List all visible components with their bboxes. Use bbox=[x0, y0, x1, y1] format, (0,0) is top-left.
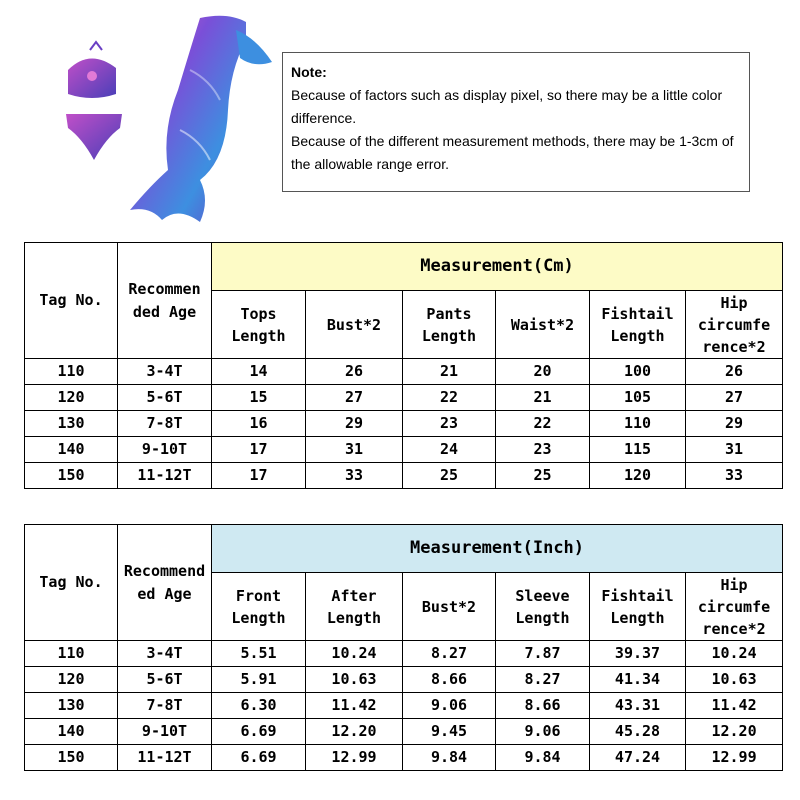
cell: 150 bbox=[25, 745, 118, 771]
col-header: Fishtail Length bbox=[590, 291, 686, 359]
cell: 130 bbox=[25, 411, 118, 437]
cell: 8.27 bbox=[496, 667, 590, 693]
cell: 45.28 bbox=[590, 719, 686, 745]
cell: 23 bbox=[403, 411, 496, 437]
cell: 10.63 bbox=[686, 667, 783, 693]
col-header: Tops Length bbox=[212, 291, 306, 359]
cell: 21 bbox=[403, 359, 496, 385]
cell: 29 bbox=[686, 411, 783, 437]
cell: 5-6T bbox=[118, 385, 212, 411]
cell: 5-6T bbox=[118, 667, 212, 693]
cell: 150 bbox=[25, 463, 118, 489]
bikini-top bbox=[68, 42, 116, 98]
col-header: Hip circumfe rence*2 bbox=[686, 573, 783, 641]
mermaid-tail bbox=[130, 16, 272, 222]
cell: 5.51 bbox=[212, 641, 306, 667]
cell: 27 bbox=[686, 385, 783, 411]
cell: 24 bbox=[403, 437, 496, 463]
cell: 3-4T bbox=[118, 641, 212, 667]
cell: 29 bbox=[306, 411, 403, 437]
cell: 31 bbox=[686, 437, 783, 463]
cell: 6.69 bbox=[212, 745, 306, 771]
recommended-age-header: Recommend ed Age bbox=[118, 525, 212, 641]
cell: 31 bbox=[306, 437, 403, 463]
cell: 110 bbox=[25, 359, 118, 385]
table-row bbox=[25, 719, 783, 745]
cell: 9-10T bbox=[118, 437, 212, 463]
cell: 21 bbox=[496, 385, 590, 411]
note-box bbox=[282, 52, 750, 192]
cell: 22 bbox=[496, 411, 590, 437]
cell: 10.24 bbox=[306, 641, 403, 667]
cell: 10.24 bbox=[686, 641, 783, 667]
bikini-bottom bbox=[66, 114, 122, 160]
col-header: Fishtail Length bbox=[590, 573, 686, 641]
cell: 9.84 bbox=[496, 745, 590, 771]
col-header: Front Length bbox=[212, 573, 306, 641]
cell: 15 bbox=[212, 385, 306, 411]
col-header: Sleeve Length bbox=[496, 573, 590, 641]
note-line-measurement: Because of the different measurement methods, there may be 1-3cm of the allowable range error. bbox=[291, 133, 734, 172]
cell: 120 bbox=[590, 463, 686, 489]
table-row bbox=[25, 667, 783, 693]
cell: 27 bbox=[306, 385, 403, 411]
cell: 33 bbox=[686, 463, 783, 489]
cell: 25 bbox=[496, 463, 590, 489]
cell: 7.87 bbox=[496, 641, 590, 667]
col-header: Bust*2 bbox=[403, 573, 496, 641]
cell: 9.06 bbox=[403, 693, 496, 719]
cell: 7-8T bbox=[118, 411, 212, 437]
cell: 10.63 bbox=[306, 667, 403, 693]
cell: 8.66 bbox=[403, 667, 496, 693]
cell: 110 bbox=[590, 411, 686, 437]
note-title: Note: bbox=[291, 64, 327, 80]
cell: 115 bbox=[590, 437, 686, 463]
cell: 16 bbox=[212, 411, 306, 437]
cell: 47.24 bbox=[590, 745, 686, 771]
col-header: Hip circumfe rence*2 bbox=[686, 291, 783, 359]
cell: 20 bbox=[496, 359, 590, 385]
tag-no-header: Tag No. bbox=[25, 243, 118, 359]
table-row bbox=[25, 437, 783, 463]
cell: 11.42 bbox=[306, 693, 403, 719]
cell: 120 bbox=[25, 667, 118, 693]
cell: 6.69 bbox=[212, 719, 306, 745]
cell: 9.45 bbox=[403, 719, 496, 745]
note-line-color: Because of factors such as display pixel, so there may be a little color difference. bbox=[291, 87, 723, 126]
measurement-inch-banner: Measurement(Inch) bbox=[212, 525, 783, 573]
cell: 26 bbox=[686, 359, 783, 385]
size-table-inch bbox=[24, 524, 783, 771]
table-row bbox=[25, 411, 783, 437]
cell: 12.20 bbox=[686, 719, 783, 745]
cell: 43.31 bbox=[590, 693, 686, 719]
cell: 8.66 bbox=[496, 693, 590, 719]
table-row bbox=[25, 463, 783, 489]
table-row bbox=[25, 745, 783, 771]
cell: 41.34 bbox=[590, 667, 686, 693]
table-row bbox=[25, 359, 783, 385]
cell: 9.84 bbox=[403, 745, 496, 771]
table-row bbox=[25, 641, 783, 667]
cell: 120 bbox=[25, 385, 118, 411]
cell: 14 bbox=[212, 359, 306, 385]
recommended-age-header: Recommen ded Age bbox=[118, 243, 212, 359]
cell: 6.30 bbox=[212, 693, 306, 719]
cell: 25 bbox=[403, 463, 496, 489]
measurement-cm-banner: Measurement(Cm) bbox=[212, 243, 783, 291]
product-image bbox=[50, 10, 290, 235]
col-header: Bust*2 bbox=[306, 291, 403, 359]
col-header: Waist*2 bbox=[496, 291, 590, 359]
cell: 26 bbox=[306, 359, 403, 385]
size-table-cm bbox=[24, 242, 783, 489]
cell: 9.06 bbox=[496, 719, 590, 745]
cell: 3-4T bbox=[118, 359, 212, 385]
cell: 12.20 bbox=[306, 719, 403, 745]
cell: 110 bbox=[25, 641, 118, 667]
tag-no-header: Tag No. bbox=[25, 525, 118, 641]
cell: 8.27 bbox=[403, 641, 496, 667]
cell: 17 bbox=[212, 437, 306, 463]
cell: 22 bbox=[403, 385, 496, 411]
cell: 12.99 bbox=[686, 745, 783, 771]
cell: 140 bbox=[25, 437, 118, 463]
cell: 140 bbox=[25, 719, 118, 745]
cell: 11.42 bbox=[686, 693, 783, 719]
table-row bbox=[25, 693, 783, 719]
table-row bbox=[25, 385, 783, 411]
cell: 12.99 bbox=[306, 745, 403, 771]
cell: 105 bbox=[590, 385, 686, 411]
cell: 11-12T bbox=[118, 463, 212, 489]
cell: 39.37 bbox=[590, 641, 686, 667]
cell: 100 bbox=[590, 359, 686, 385]
cell: 11-12T bbox=[118, 745, 212, 771]
cell: 130 bbox=[25, 693, 118, 719]
col-header: After Length bbox=[306, 573, 403, 641]
cell: 5.91 bbox=[212, 667, 306, 693]
cell: 7-8T bbox=[118, 693, 212, 719]
cell: 9-10T bbox=[118, 719, 212, 745]
cell: 23 bbox=[496, 437, 590, 463]
col-header: Pants Length bbox=[403, 291, 496, 359]
cell: 17 bbox=[212, 463, 306, 489]
cell: 33 bbox=[306, 463, 403, 489]
